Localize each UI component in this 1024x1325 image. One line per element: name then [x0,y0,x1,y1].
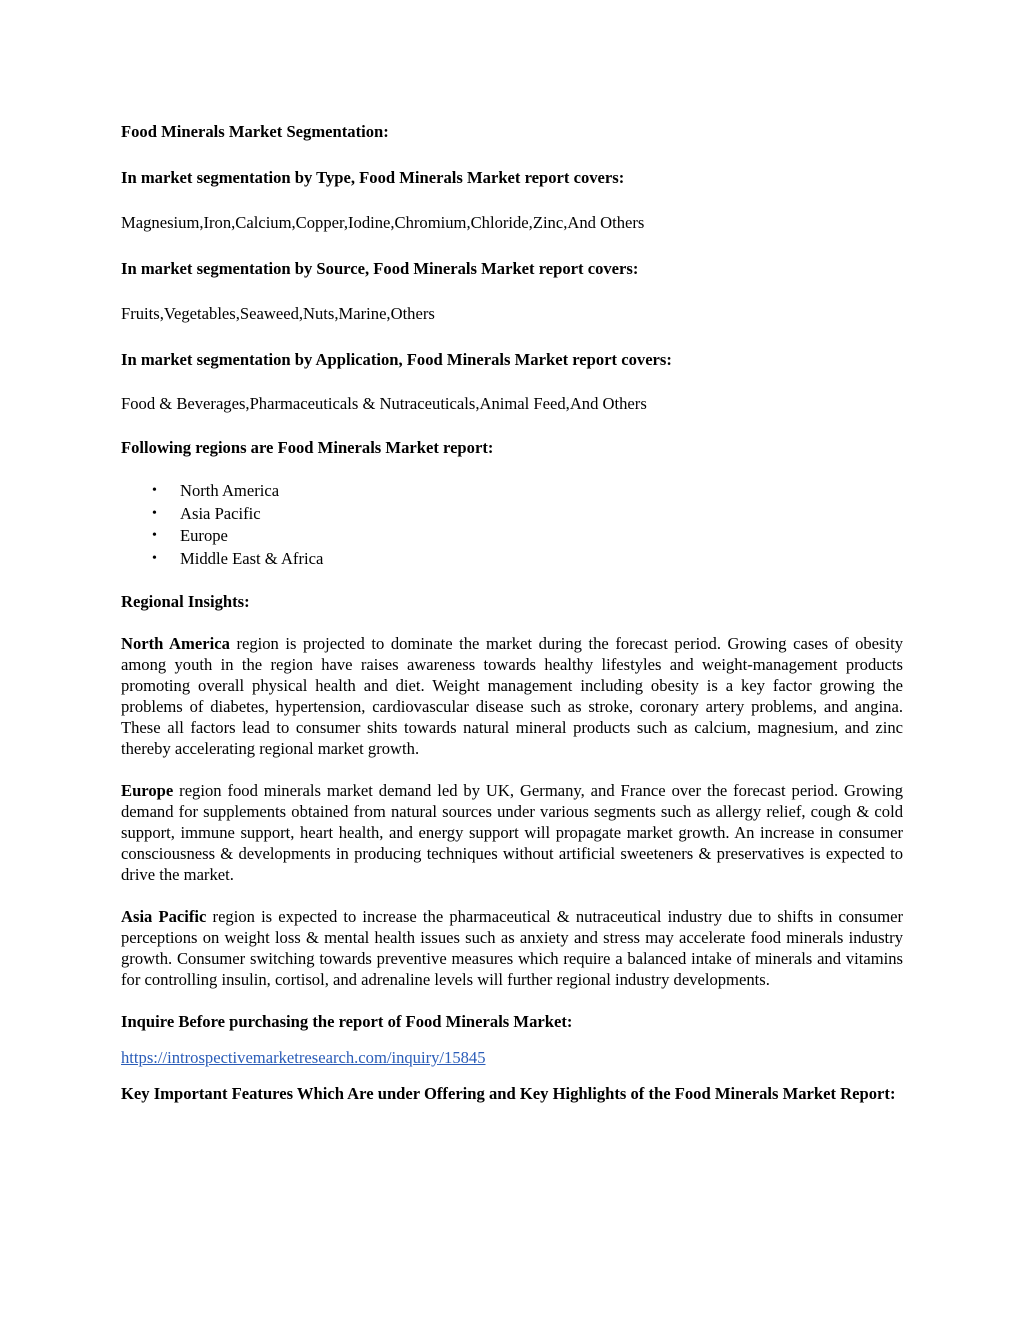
bullet-icon: • [152,483,157,498]
north-america-text: region is projected to dominate the market during the forecast period. Growing cases of obesity among youth in the region have raises awareness towards healthy lifestyles and weight-management products promoting overall physical health and diet. Weight management including obesity is a key factor growing the problems of diabetes, hypertension, cardiovascular disease such as stroke, coronary artery problems, and angina. These all factors lead to consumer shits towards natural mineral products such as calcium, magnesium, and zinc thereby accelerating regional market growth. [121,634,903,758]
list-item [121,525,903,548]
bullet-icon: • [152,505,157,521]
bullet-icon: • [152,550,157,566]
regions-list [121,480,903,570]
europe-paragraph [121,780,903,885]
region-label: North America [180,481,280,500]
asia-pacific-text: region is expected to increase the pharmaceutical & nutraceutical industry due to shifts in consumer perceptions on weight loss & mental health issues such as anxiety and stress may accelerate food minerals industry growth. Consumer switching towards preventive measures which require a balanced intake of minerals and vitamins for controlling insulin, cortisol, and adrenaline levels will further regional industry developments. [121,907,903,989]
bullet-icon: • [152,528,157,543]
insights-heading: Regional Insights: [121,592,250,611]
north-america-paragraph [121,633,903,759]
segmentation-title: Food Minerals Market Segmentation: [121,122,389,141]
features-heading: Key Important Features Which Are under Offering and Key Highlights of the Food Minerals Market Report: [121,1084,896,1103]
region-label: Middle East & Africa [180,548,324,568]
inquiry-heading: Inquire Before purchasing the report of Food Minerals Market: [121,1012,573,1031]
europe-text: region food minerals market demand led by UK, Germany, and France over the forecast period. Growing demand for supplements obtained from natural sources under various segments such as allergy relief, cough & cold support, immune support, heart health, and energy support will propagate market growth. An increase in consumer consciousness & developments in producing techniques without artificial sweeteners & preservatives is expected to drive the market. [121,781,903,884]
regions-heading: Following regions are Food Minerals Market report: [121,438,494,457]
type-items: Magnesium,Iron,Calcium,Copper,Iodine,Chromium,Chloride,Zinc,And Others [121,213,645,232]
north-america-lead: North America [121,634,230,653]
region-label: Asia Pacific [180,503,261,523]
list-item [121,548,903,571]
type-heading: In market segmentation by Type, Food Minerals Market report covers: [121,168,625,187]
region-label: Europe [180,526,228,545]
application-items: Food & Beverages,Pharmaceuticals & Nutraceuticals,Animal Feed,And Others [121,394,647,413]
europe-lead: Europe [121,781,174,800]
inquiry-link-line [121,1047,903,1068]
document-page [121,121,903,1104]
application-heading: In market segmentation by Application, Food Minerals Market report covers: [121,350,672,369]
source-heading: In market segmentation by Source, Food Minerals Market report covers: [121,259,639,278]
source-items: Fruits,Vegetables,Seaweed,Nuts,Marine,Others [121,304,435,323]
list-item [121,503,903,526]
asia-pacific-paragraph [121,906,903,990]
inquiry-link[interactable]: https://introspectivemarketresearch.com/inquiry/15845 [121,1048,486,1067]
asia-pacific-lead: Asia Pacific [121,907,207,926]
list-item [121,480,903,503]
